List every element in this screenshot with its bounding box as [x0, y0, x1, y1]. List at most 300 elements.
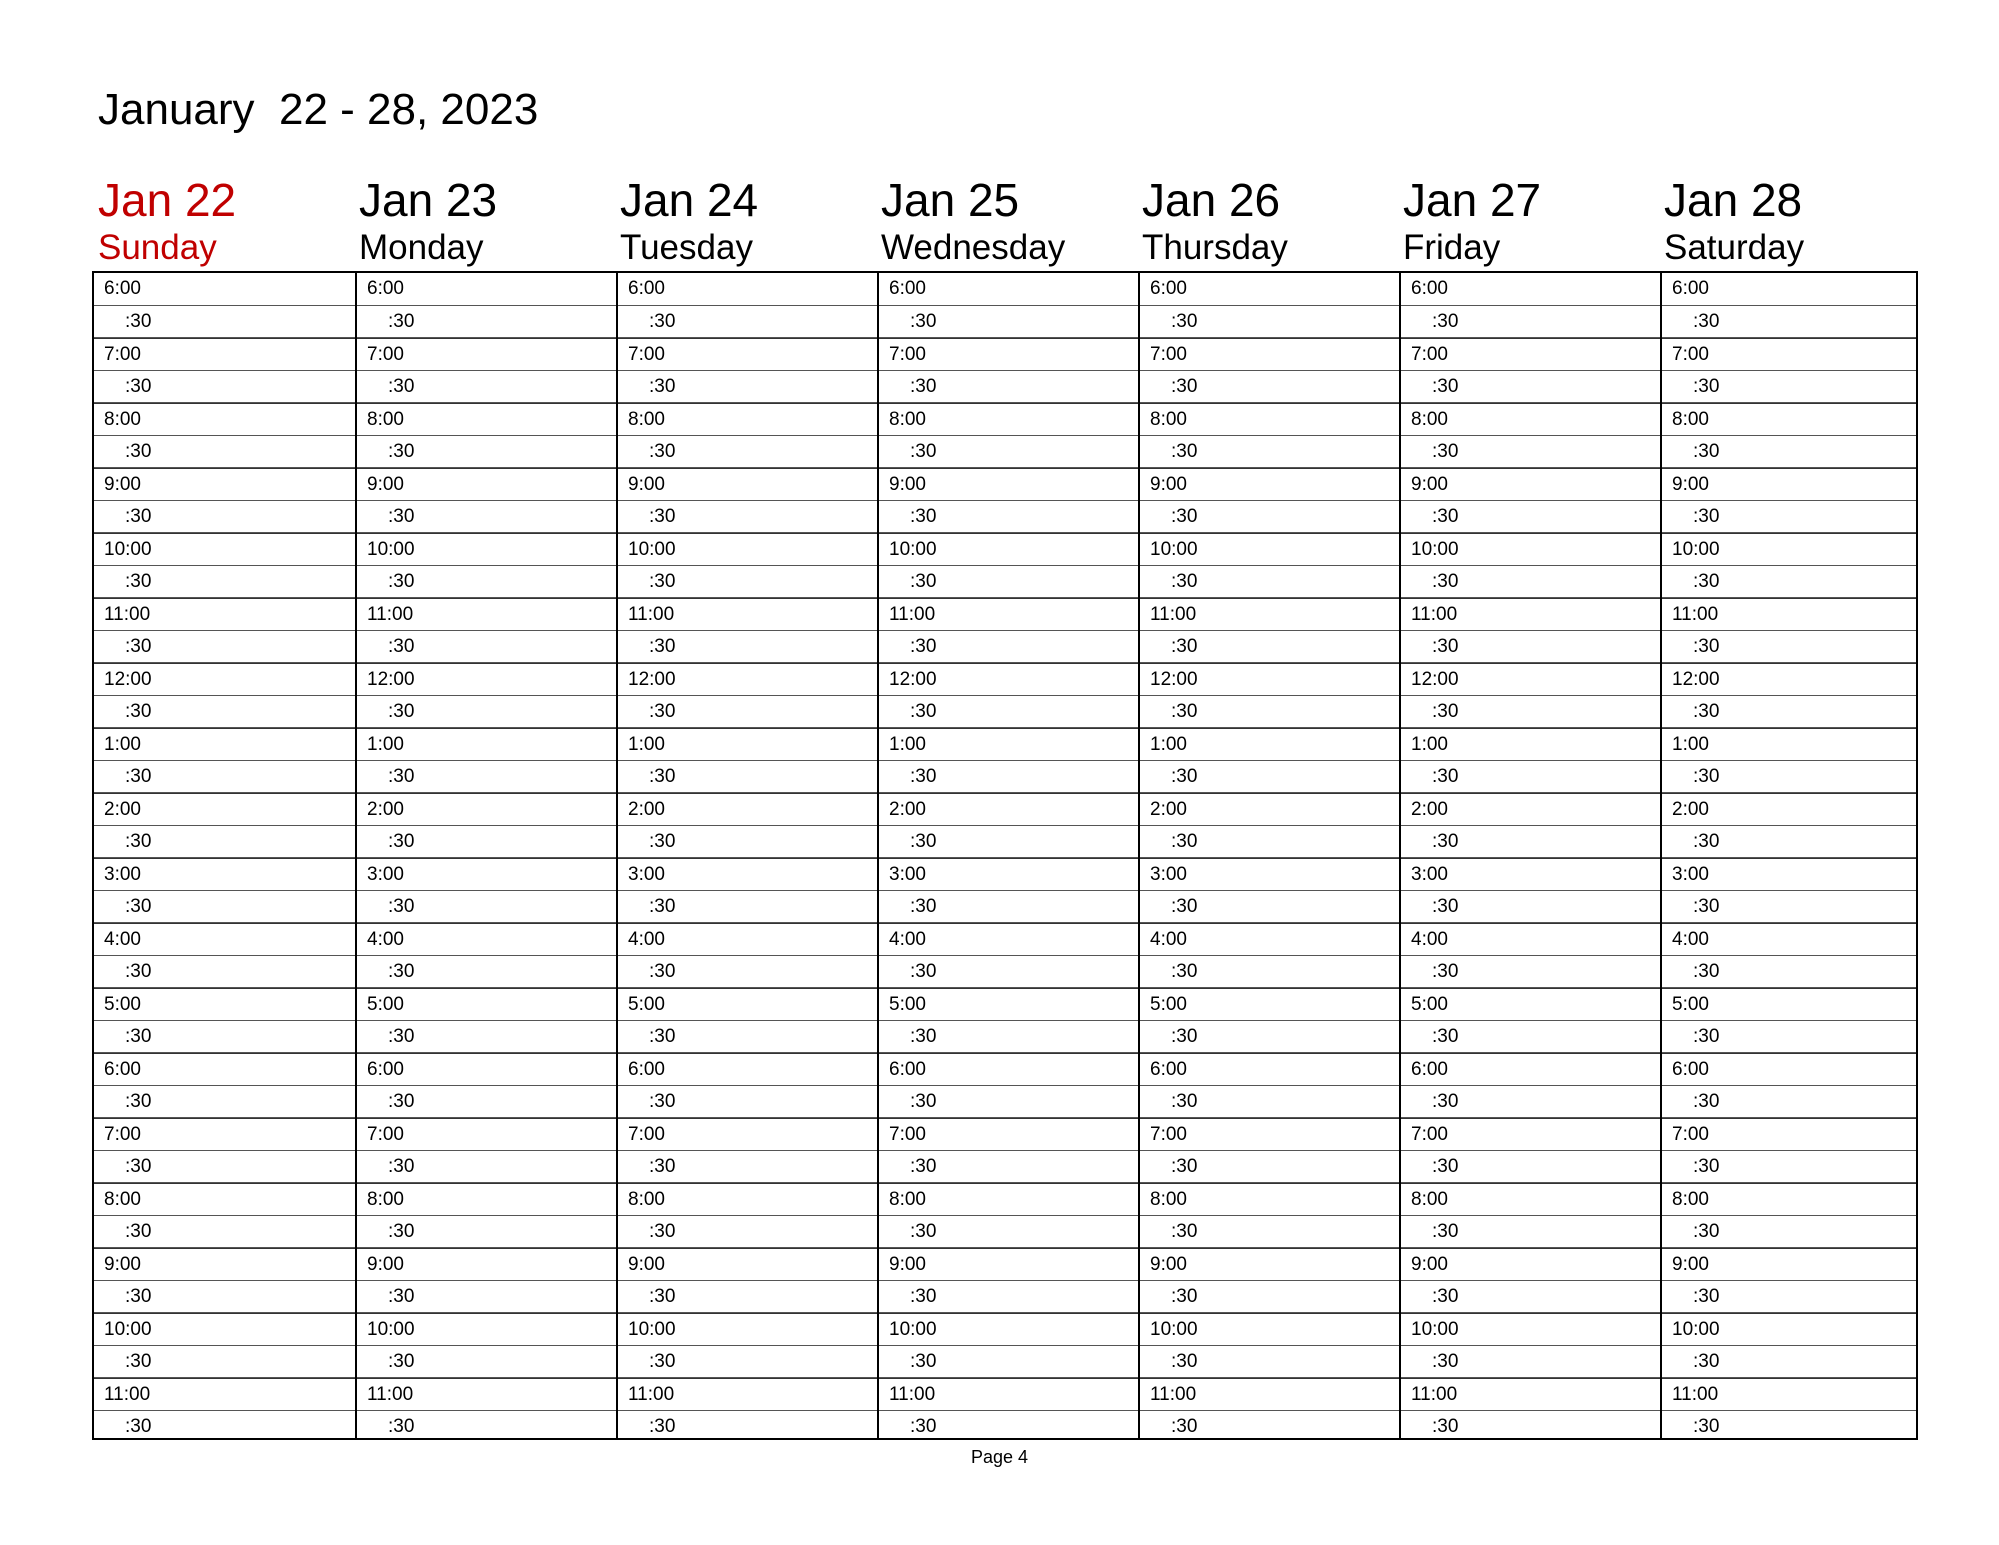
- time-slot[interactable]: [618, 533, 877, 566]
- time-slot[interactable]: [94, 696, 355, 729]
- time-slot[interactable]: [94, 858, 355, 891]
- time-slot[interactable]: [1401, 858, 1660, 891]
- time-slot[interactable]: [1140, 436, 1399, 469]
- time-slot[interactable]: [1401, 728, 1660, 761]
- time-label: 11:00: [1411, 1384, 1458, 1405]
- time-slot[interactable]: [1140, 403, 1399, 436]
- time-slot[interactable]: [1401, 1248, 1660, 1281]
- time-slot[interactable]: [1140, 566, 1399, 599]
- time-label: 6:00: [889, 278, 926, 299]
- time-slot[interactable]: [94, 338, 355, 371]
- time-slot[interactable]: [94, 1346, 355, 1379]
- time-slot[interactable]: [1401, 663, 1660, 696]
- time-slot[interactable]: [879, 533, 1138, 566]
- time-slot[interactable]: [1401, 1086, 1660, 1119]
- time-slot[interactable]: [1140, 1411, 1399, 1441]
- time-slot[interactable]: [357, 1313, 616, 1346]
- time-slot[interactable]: [1401, 956, 1660, 989]
- time-slot[interactable]: [357, 1086, 616, 1119]
- time-slot[interactable]: [1140, 533, 1399, 566]
- time-slot[interactable]: [618, 1313, 877, 1346]
- time-label: :30: [388, 765, 415, 787]
- time-slot[interactable]: [1662, 566, 1918, 599]
- time-slot[interactable]: [879, 1086, 1138, 1119]
- time-label: 2:00: [889, 799, 926, 820]
- time-slot[interactable]: [879, 988, 1138, 1021]
- time-slot[interactable]: [94, 273, 355, 306]
- time-slot[interactable]: [618, 1378, 877, 1411]
- time-slot[interactable]: [618, 273, 877, 306]
- time-label: 6:00: [1411, 1059, 1448, 1080]
- time-label: 8:00: [1150, 409, 1187, 430]
- time-slot[interactable]: [1401, 696, 1660, 729]
- time-slot[interactable]: [1662, 403, 1918, 436]
- time-slot[interactable]: [1662, 631, 1918, 664]
- time-slot[interactable]: [357, 371, 616, 404]
- time-slot[interactable]: [879, 891, 1138, 924]
- time-label: 3:00: [628, 864, 665, 885]
- day-column: [616, 273, 877, 1438]
- time-slot[interactable]: [1140, 1216, 1399, 1249]
- time-slot[interactable]: [879, 1346, 1138, 1379]
- time-slot[interactable]: [357, 891, 616, 924]
- time-slot[interactable]: [1401, 338, 1660, 371]
- time-slot[interactable]: [1401, 306, 1660, 339]
- time-slot[interactable]: [879, 306, 1138, 339]
- time-label: 5:00: [1150, 994, 1187, 1015]
- time-slot[interactable]: [1662, 1281, 1918, 1314]
- time-label: :30: [1171, 375, 1198, 397]
- time-slot[interactable]: [618, 371, 877, 404]
- time-slot[interactable]: [618, 436, 877, 469]
- time-slot[interactable]: [1401, 403, 1660, 436]
- time-label: 1:00: [1672, 734, 1709, 755]
- time-label: :30: [125, 1090, 152, 1112]
- time-slot[interactable]: [94, 533, 355, 566]
- time-slot[interactable]: [94, 403, 355, 436]
- time-slot[interactable]: [1140, 793, 1399, 826]
- time-slot[interactable]: [357, 956, 616, 989]
- time-slot[interactable]: [618, 826, 877, 859]
- time-slot[interactable]: [879, 1183, 1138, 1216]
- time-slot[interactable]: [94, 956, 355, 989]
- time-slot[interactable]: [1401, 436, 1660, 469]
- time-label: 4:00: [367, 929, 404, 950]
- time-slot[interactable]: [618, 891, 877, 924]
- time-slot[interactable]: [1401, 891, 1660, 924]
- time-slot[interactable]: [1140, 1183, 1399, 1216]
- time-slot[interactable]: [618, 1216, 877, 1249]
- time-slot[interactable]: [94, 1378, 355, 1411]
- time-slot[interactable]: [1401, 1151, 1660, 1184]
- time-slot[interactable]: [1662, 598, 1918, 631]
- time-slot[interactable]: [1140, 306, 1399, 339]
- time-slot[interactable]: [618, 1053, 877, 1086]
- time-slot[interactable]: [618, 923, 877, 956]
- time-slot[interactable]: [1140, 1346, 1399, 1379]
- time-label: 6:00: [628, 1059, 665, 1080]
- time-slot[interactable]: [879, 1378, 1138, 1411]
- time-slot[interactable]: [357, 663, 616, 696]
- time-slot[interactable]: [1401, 923, 1660, 956]
- time-slot[interactable]: [94, 1053, 355, 1086]
- time-slot[interactable]: [1662, 1411, 1918, 1441]
- time-slot[interactable]: [1140, 338, 1399, 371]
- time-slot[interactable]: [1662, 1248, 1918, 1281]
- time-slot[interactable]: [94, 501, 355, 534]
- time-slot[interactable]: [1662, 728, 1918, 761]
- time-slot[interactable]: [879, 1216, 1138, 1249]
- time-slot[interactable]: [357, 598, 616, 631]
- time-slot[interactable]: [94, 1411, 355, 1441]
- time-slot[interactable]: [618, 403, 877, 436]
- time-slot[interactable]: [1401, 501, 1660, 534]
- time-slot[interactable]: [1662, 1183, 1918, 1216]
- time-label: :30: [388, 570, 415, 592]
- time-slot[interactable]: [94, 1086, 355, 1119]
- time-slot[interactable]: [1401, 1053, 1660, 1086]
- time-slot[interactable]: [1140, 631, 1399, 664]
- time-slot[interactable]: [1401, 1183, 1660, 1216]
- time-slot[interactable]: [1662, 533, 1918, 566]
- time-slot[interactable]: [357, 1346, 616, 1379]
- time-slot[interactable]: [1140, 696, 1399, 729]
- time-slot[interactable]: [357, 1183, 616, 1216]
- time-slot[interactable]: [94, 1151, 355, 1184]
- time-slot[interactable]: [618, 1183, 877, 1216]
- time-slot[interactable]: [1401, 1021, 1660, 1054]
- time-slot[interactable]: [879, 501, 1138, 534]
- time-label: 5:00: [1411, 994, 1448, 1015]
- time-slot[interactable]: [1662, 501, 1918, 534]
- time-slot[interactable]: [1662, 306, 1918, 339]
- time-slot[interactable]: [618, 1281, 877, 1314]
- time-slot[interactable]: [879, 598, 1138, 631]
- time-slot[interactable]: [1401, 1281, 1660, 1314]
- time-label: :30: [649, 1025, 676, 1047]
- time-slot[interactable]: [94, 1118, 355, 1151]
- time-slot[interactable]: [94, 1183, 355, 1216]
- time-slot[interactable]: [1662, 436, 1918, 469]
- time-slot[interactable]: [357, 826, 616, 859]
- time-label: 7:00: [367, 344, 404, 365]
- day-date: Jan 27: [1403, 174, 1542, 226]
- time-label: 10:00: [104, 539, 152, 560]
- time-slot[interactable]: [879, 403, 1138, 436]
- time-slot[interactable]: [357, 1248, 616, 1281]
- time-slot[interactable]: [618, 1151, 877, 1184]
- time-slot[interactable]: [94, 1248, 355, 1281]
- time-slot[interactable]: [1401, 598, 1660, 631]
- time-slot[interactable]: [1401, 988, 1660, 1021]
- time-slot[interactable]: [879, 566, 1138, 599]
- time-slot[interactable]: [1662, 696, 1918, 729]
- time-slot[interactable]: [618, 1248, 877, 1281]
- time-slot[interactable]: [357, 1053, 616, 1086]
- time-slot[interactable]: [357, 468, 616, 501]
- time-slot[interactable]: [94, 793, 355, 826]
- time-label: :30: [1171, 1220, 1198, 1242]
- time-slot[interactable]: [1662, 1151, 1918, 1184]
- time-slot[interactable]: [1662, 1053, 1918, 1086]
- time-slot[interactable]: [94, 826, 355, 859]
- time-slot[interactable]: [1662, 273, 1918, 306]
- time-slot[interactable]: [618, 793, 877, 826]
- time-slot[interactable]: [1140, 988, 1399, 1021]
- time-slot[interactable]: [879, 761, 1138, 794]
- time-slot[interactable]: [618, 338, 877, 371]
- time-slot[interactable]: [879, 1118, 1138, 1151]
- time-slot[interactable]: [357, 306, 616, 339]
- time-slot[interactable]: [357, 1021, 616, 1054]
- time-slot[interactable]: [94, 988, 355, 1021]
- time-slot[interactable]: [94, 1021, 355, 1054]
- time-label: :30: [1693, 830, 1720, 852]
- time-slot[interactable]: [1140, 598, 1399, 631]
- time-slot[interactable]: [879, 956, 1138, 989]
- time-slot[interactable]: [1662, 891, 1918, 924]
- time-label: 10:00: [628, 539, 676, 560]
- time-label: 4:00: [1150, 929, 1187, 950]
- time-slot[interactable]: [357, 533, 616, 566]
- time-slot[interactable]: [879, 1281, 1138, 1314]
- time-label: 8:00: [1672, 409, 1709, 430]
- time-label: :30: [388, 960, 415, 982]
- time-slot[interactable]: [1662, 858, 1918, 891]
- time-slot[interactable]: [1401, 1313, 1660, 1346]
- time-slot[interactable]: [1140, 728, 1399, 761]
- time-slot[interactable]: [1401, 273, 1660, 306]
- day-column: [877, 273, 1138, 1438]
- time-slot[interactable]: [618, 501, 877, 534]
- time-slot[interactable]: [1662, 923, 1918, 956]
- time-slot[interactable]: [357, 1118, 616, 1151]
- time-slot[interactable]: [1662, 793, 1918, 826]
- time-label: 2:00: [628, 799, 665, 820]
- time-slot[interactable]: [879, 371, 1138, 404]
- time-slot[interactable]: [357, 631, 616, 664]
- time-slot[interactable]: [618, 566, 877, 599]
- time-slot[interactable]: [1140, 1053, 1399, 1086]
- time-slot[interactable]: [618, 1411, 877, 1441]
- time-label: 10:00: [1411, 1319, 1459, 1340]
- time-slot[interactable]: [357, 1378, 616, 1411]
- time-slot[interactable]: [94, 306, 355, 339]
- time-slot[interactable]: [1662, 988, 1918, 1021]
- time-label: 10:00: [1672, 1319, 1720, 1340]
- time-label: 9:00: [1150, 1254, 1187, 1275]
- time-slot[interactable]: [94, 1313, 355, 1346]
- time-slot[interactable]: [94, 436, 355, 469]
- time-slot[interactable]: [357, 1411, 616, 1441]
- time-slot[interactable]: [618, 988, 877, 1021]
- time-slot[interactable]: [1140, 1281, 1399, 1314]
- time-slot[interactable]: [1401, 566, 1660, 599]
- time-slot[interactable]: [357, 988, 616, 1021]
- time-slot[interactable]: [879, 1053, 1138, 1086]
- time-slot[interactable]: [618, 1021, 877, 1054]
- time-slot[interactable]: [94, 923, 355, 956]
- time-slot[interactable]: [357, 728, 616, 761]
- time-slot[interactable]: [94, 371, 355, 404]
- time-slot[interactable]: [1401, 1346, 1660, 1379]
- time-slot[interactable]: [618, 956, 877, 989]
- time-slot[interactable]: [618, 1118, 877, 1151]
- time-slot[interactable]: [357, 501, 616, 534]
- time-slot[interactable]: [879, 663, 1138, 696]
- time-slot[interactable]: [1140, 923, 1399, 956]
- time-slot[interactable]: [1140, 826, 1399, 859]
- time-slot[interactable]: [879, 696, 1138, 729]
- time-slot[interactable]: [1401, 1378, 1660, 1411]
- time-slot[interactable]: [357, 1281, 616, 1314]
- time-label: :30: [910, 960, 937, 982]
- time-slot[interactable]: [1662, 1216, 1918, 1249]
- time-slot[interactable]: [357, 858, 616, 891]
- time-slot[interactable]: [618, 663, 877, 696]
- time-slot[interactable]: [1662, 663, 1918, 696]
- time-slot[interactable]: [357, 793, 616, 826]
- time-label: 8:00: [628, 1189, 665, 1210]
- time-slot[interactable]: [879, 468, 1138, 501]
- time-slot[interactable]: [357, 696, 616, 729]
- time-label: :30: [1432, 440, 1459, 462]
- time-label: :30: [1171, 1025, 1198, 1047]
- time-label: :30: [1693, 635, 1720, 657]
- time-slot[interactable]: [1662, 1313, 1918, 1346]
- time-slot[interactable]: [1140, 956, 1399, 989]
- time-slot[interactable]: [94, 1216, 355, 1249]
- time-slot[interactable]: [1401, 1118, 1660, 1151]
- time-slot[interactable]: [94, 728, 355, 761]
- time-label: :30: [125, 1285, 152, 1307]
- time-slot[interactable]: [357, 923, 616, 956]
- time-slot[interactable]: [1401, 1411, 1660, 1441]
- time-slot[interactable]: [1140, 371, 1399, 404]
- time-label: :30: [1171, 960, 1198, 982]
- time-slot[interactable]: [1140, 858, 1399, 891]
- time-slot[interactable]: [1140, 501, 1399, 534]
- time-slot[interactable]: [94, 891, 355, 924]
- time-slot[interactable]: [879, 826, 1138, 859]
- time-slot[interactable]: [879, 858, 1138, 891]
- time-label: :30: [910, 1090, 937, 1112]
- time-slot[interactable]: [357, 403, 616, 436]
- time-label: :30: [910, 1350, 937, 1372]
- time-slot[interactable]: [1140, 1248, 1399, 1281]
- time-slot[interactable]: [357, 436, 616, 469]
- time-label: 3:00: [367, 864, 404, 885]
- time-slot[interactable]: [1140, 1086, 1399, 1119]
- time-slot[interactable]: [618, 468, 877, 501]
- time-label: :30: [1432, 765, 1459, 787]
- time-slot[interactable]: [1662, 371, 1918, 404]
- time-slot[interactable]: [879, 1411, 1138, 1441]
- time-slot[interactable]: [1662, 826, 1918, 859]
- time-slot[interactable]: [1140, 1021, 1399, 1054]
- time-slot[interactable]: [879, 1248, 1138, 1281]
- time-slot[interactable]: [1662, 761, 1918, 794]
- time-slot[interactable]: [879, 631, 1138, 664]
- time-slot[interactable]: [1662, 1346, 1918, 1379]
- time-label: :30: [388, 700, 415, 722]
- time-slot[interactable]: [94, 566, 355, 599]
- time-slot[interactable]: [879, 1313, 1138, 1346]
- time-slot[interactable]: [879, 338, 1138, 371]
- time-slot[interactable]: [1140, 273, 1399, 306]
- time-slot[interactable]: [879, 273, 1138, 306]
- time-slot[interactable]: [94, 631, 355, 664]
- time-slot[interactable]: [879, 1021, 1138, 1054]
- time-slot[interactable]: [357, 1216, 616, 1249]
- time-slot[interactable]: [1401, 1216, 1660, 1249]
- time-slot[interactable]: [1140, 1313, 1399, 1346]
- time-label: :30: [125, 765, 152, 787]
- time-slot[interactable]: [618, 728, 877, 761]
- day-header: [92, 175, 353, 271]
- time-slot[interactable]: [1401, 826, 1660, 859]
- time-slot[interactable]: [357, 338, 616, 371]
- time-slot[interactable]: [879, 923, 1138, 956]
- time-slot[interactable]: [1140, 468, 1399, 501]
- time-slot[interactable]: [1401, 793, 1660, 826]
- time-slot[interactable]: [1140, 1378, 1399, 1411]
- time-slot[interactable]: [879, 436, 1138, 469]
- time-slot[interactable]: [94, 663, 355, 696]
- time-slot[interactable]: [618, 598, 877, 631]
- time-slot[interactable]: [357, 273, 616, 306]
- time-slot[interactable]: [1401, 468, 1660, 501]
- time-slot[interactable]: [618, 1086, 877, 1119]
- time-label: :30: [1693, 895, 1720, 917]
- time-slot[interactable]: [1662, 338, 1918, 371]
- time-slot[interactable]: [879, 728, 1138, 761]
- time-slot[interactable]: [618, 306, 877, 339]
- time-label: 7:00: [889, 344, 926, 365]
- time-slot[interactable]: [1140, 1151, 1399, 1184]
- time-slot[interactable]: [1401, 761, 1660, 794]
- time-slot[interactable]: [618, 761, 877, 794]
- time-slot[interactable]: [94, 468, 355, 501]
- time-slot[interactable]: [879, 793, 1138, 826]
- time-slot[interactable]: [94, 1281, 355, 1314]
- time-slot[interactable]: [1662, 468, 1918, 501]
- time-slot[interactable]: [1662, 1378, 1918, 1411]
- time-slot[interactable]: [1662, 1086, 1918, 1119]
- time-slot[interactable]: [1401, 371, 1660, 404]
- time-slot[interactable]: [357, 566, 616, 599]
- time-slot[interactable]: [94, 761, 355, 794]
- time-slot[interactable]: [357, 761, 616, 794]
- time-slot[interactable]: [879, 1151, 1138, 1184]
- time-slot[interactable]: [357, 1151, 616, 1184]
- time-slot[interactable]: [1662, 956, 1918, 989]
- time-slot[interactable]: [1140, 1118, 1399, 1151]
- time-slot[interactable]: [1662, 1118, 1918, 1151]
- time-slot[interactable]: [618, 696, 877, 729]
- time-slot[interactable]: [94, 598, 355, 631]
- time-slot[interactable]: [1140, 663, 1399, 696]
- time-slot[interactable]: [1401, 631, 1660, 664]
- time-slot[interactable]: [618, 858, 877, 891]
- time-label: 8:00: [104, 409, 141, 430]
- time-slot[interactable]: [1140, 891, 1399, 924]
- time-slot[interactable]: [618, 631, 877, 664]
- time-slot[interactable]: [618, 1346, 877, 1379]
- time-slot[interactable]: [1140, 761, 1399, 794]
- time-slot[interactable]: [1401, 533, 1660, 566]
- time-slot[interactable]: [1662, 1021, 1918, 1054]
